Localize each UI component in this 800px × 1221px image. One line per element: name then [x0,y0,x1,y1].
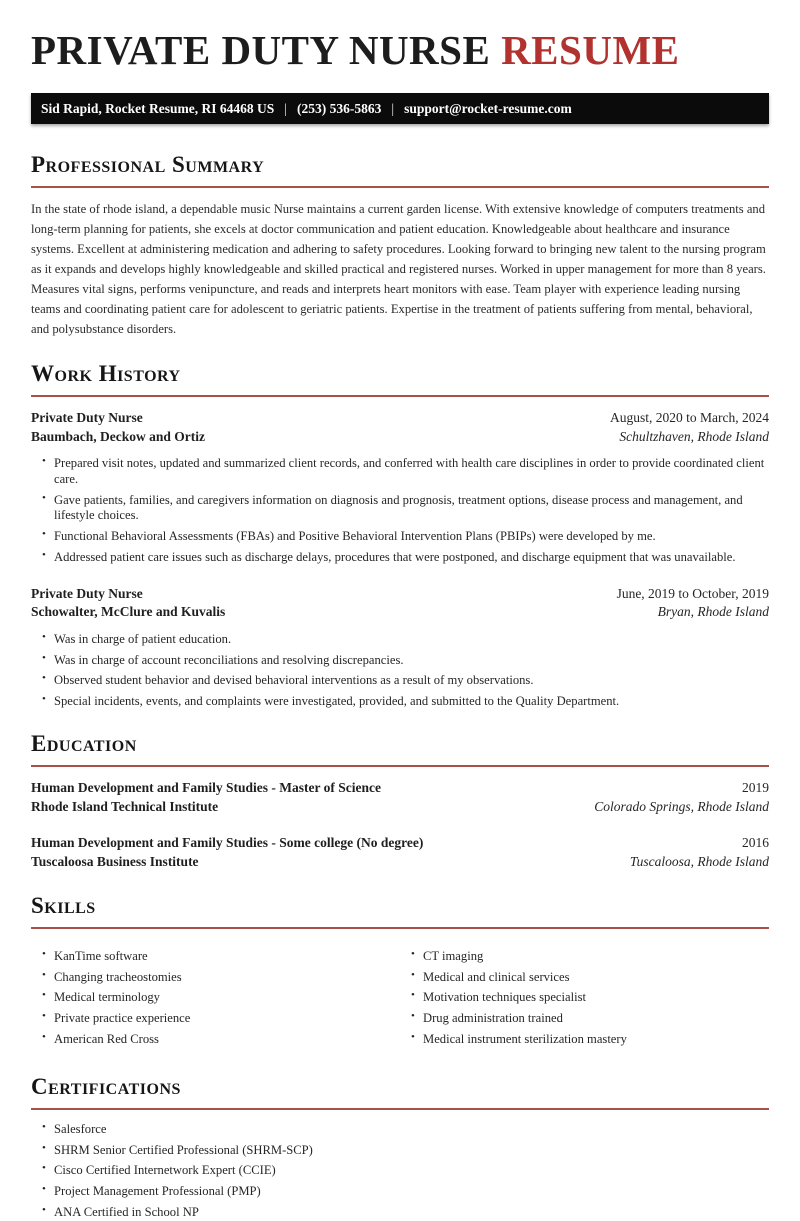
education-degree-row [31,779,769,798]
job-title-row [31,585,769,604]
certification-item: • SHRM Senior Certified Professional (SHRM-SCP) [42,1143,769,1159]
section-certifications [31,1074,769,1221]
professional-summary-text: In the state of rhode island, a dependable music Nurse maintains a current garden license. With extensive knowledge of computers treatments and long-term planning for patients, she excels at doctor communication and patient education. Knowledgeable about healthcare and insurance systems. Excellent at administering medication and adhering to safety procedures. Looking forward to bringing new talent to the nursing program as it expands and develops highly knowledgeable and skilled practical and registered nurses. Worked in upper management for more than 8 years. Measures vital signs, performs venipuncture, and reads and interprets heart monitors with ease. Team player with experience leading nursing teams and coordinating patient care for adolescent to geriatric patients. Expertise in the treatment of patients suffering from mental, behavioral, and polysubstance disorders. [31,202,766,336]
job-company: Schowalter, McClure and Kuvalis [31,604,226,620]
section-heading-certifications: Certifications [31,1074,769,1110]
education-year: 2016 [742,835,769,851]
contact-bar [31,93,769,124]
job-title-row [31,409,769,428]
contact-phone: (253) 536-5863 [296,101,382,117]
education-year: 2019 [742,780,769,796]
job-dates: June, 2019 to October, 2019 [616,585,769,601]
education-degree: Human Development and Family Studies - Master of Science [31,780,381,796]
certification-item: • Cisco Certified Internetwork Expert (CCIE) [42,1163,769,1179]
skill-item: • Drug administration trained [411,1011,769,1027]
skill-item: • Private practice experience [42,1011,400,1027]
page-title [31,28,769,73]
skill-item: • Medical and clinical services [411,970,769,986]
skill-item: • Motivation techniques specialist [411,990,769,1006]
section-education [31,731,769,872]
contact-separator: | [391,101,395,117]
skills-column-left [31,949,400,1053]
job-company-row [31,603,769,622]
education-school: Tuscaloosa Business Institute [31,853,199,869]
skill-item: • Medical instrument sterilization mastery [411,1032,769,1048]
skills-column-right [400,949,769,1053]
job-bullet: • Special incidents, events, and complaints were investigated, provided, and submitted to the Quality Department. [42,694,769,710]
job-company-row [31,428,769,447]
education-entry [31,779,769,816]
education-location: Colorado Springs, Rhode Island [594,798,769,814]
section-heading-education: Education [31,731,769,767]
page-title-red: RESUME [501,27,680,73]
skill-item: • Medical terminology [42,990,400,1006]
page-title-black: PRIVATE DUTY NURSE [31,27,491,73]
job-bullet: • Was in charge of patient education. [42,632,769,648]
job-bullet-list [31,456,769,565]
section-skills [31,893,769,1053]
job-bullet: • Was in charge of account reconciliations and resolving discrepancies. [42,653,769,669]
job-bullet-list [31,632,769,710]
contact-email: support@rocket-resume.com [404,101,572,117]
job-bullet: • Addressed patient care issues such as discharge delays, procedures that were postponed, and discharge equipment that was unavailable. [42,550,769,566]
education-location: Tuscaloosa, Rhode Island [629,853,769,869]
education-degree-row [31,834,769,853]
job-bullet: • Prepared visit notes, updated and summarized client records, and conferred with health care disciplines in order to provide coordinated client care. [42,456,769,487]
job-entry [31,585,769,710]
skill-item: • CT imaging [411,949,769,965]
education-entry [31,834,769,871]
job-location: Bryan, Rhode Island [657,604,769,620]
job-dates: August, 2020 to March, 2024 [610,409,769,425]
education-degree: Human Development and Family Studies - Some college (No degree) [31,835,424,851]
skill-item: • American Red Cross [42,1032,400,1048]
skills-columns [31,941,769,1053]
education-school-row [31,853,769,872]
job-title: Private Duty Nurse [31,585,143,601]
job-entry [31,409,769,566]
certifications-list [31,1122,769,1221]
education-school: Rhode Island Technical Institute [31,798,219,814]
job-company: Baumbach, Deckow and Ortiz [31,428,206,444]
section-heading-professional-summary: Professional Summary [31,152,769,188]
job-title: Private Duty Nurse [31,409,143,425]
job-bullet: • Gave patients, families, and caregivers information on diagnosis and prognosis, treatment options, disease process and management, and lifestyle choices. [42,493,769,524]
contact-separator: | [284,101,287,117]
section-heading-skills: Skills [31,893,769,929]
certification-item: • Salesforce [42,1122,769,1138]
section-work-history [31,361,769,710]
job-bullet: • Observed student behavior and devised behavioral interventions as a result of my observations. [42,673,769,689]
section-professional-summary [31,152,769,340]
job-location: Schultzhaven, Rhode Island [619,428,769,444]
certification-item: • ANA Certified in School NP [42,1205,769,1221]
skill-item: • KanTime software [42,949,400,965]
contact-name-address: Sid Rapid, Rocket Resume, RI 64468 US [41,101,275,117]
section-heading-work-history: Work History [31,361,769,397]
certification-item: • Project Management Professional (PMP) [42,1184,769,1200]
job-bullet: • Functional Behavioral Assessments (FBAs) and Positive Behavioral Intervention Plans (PBIPs) were developed by me. [42,529,769,545]
education-school-row [31,798,769,817]
skill-item: • Changing tracheostomies [42,970,400,986]
